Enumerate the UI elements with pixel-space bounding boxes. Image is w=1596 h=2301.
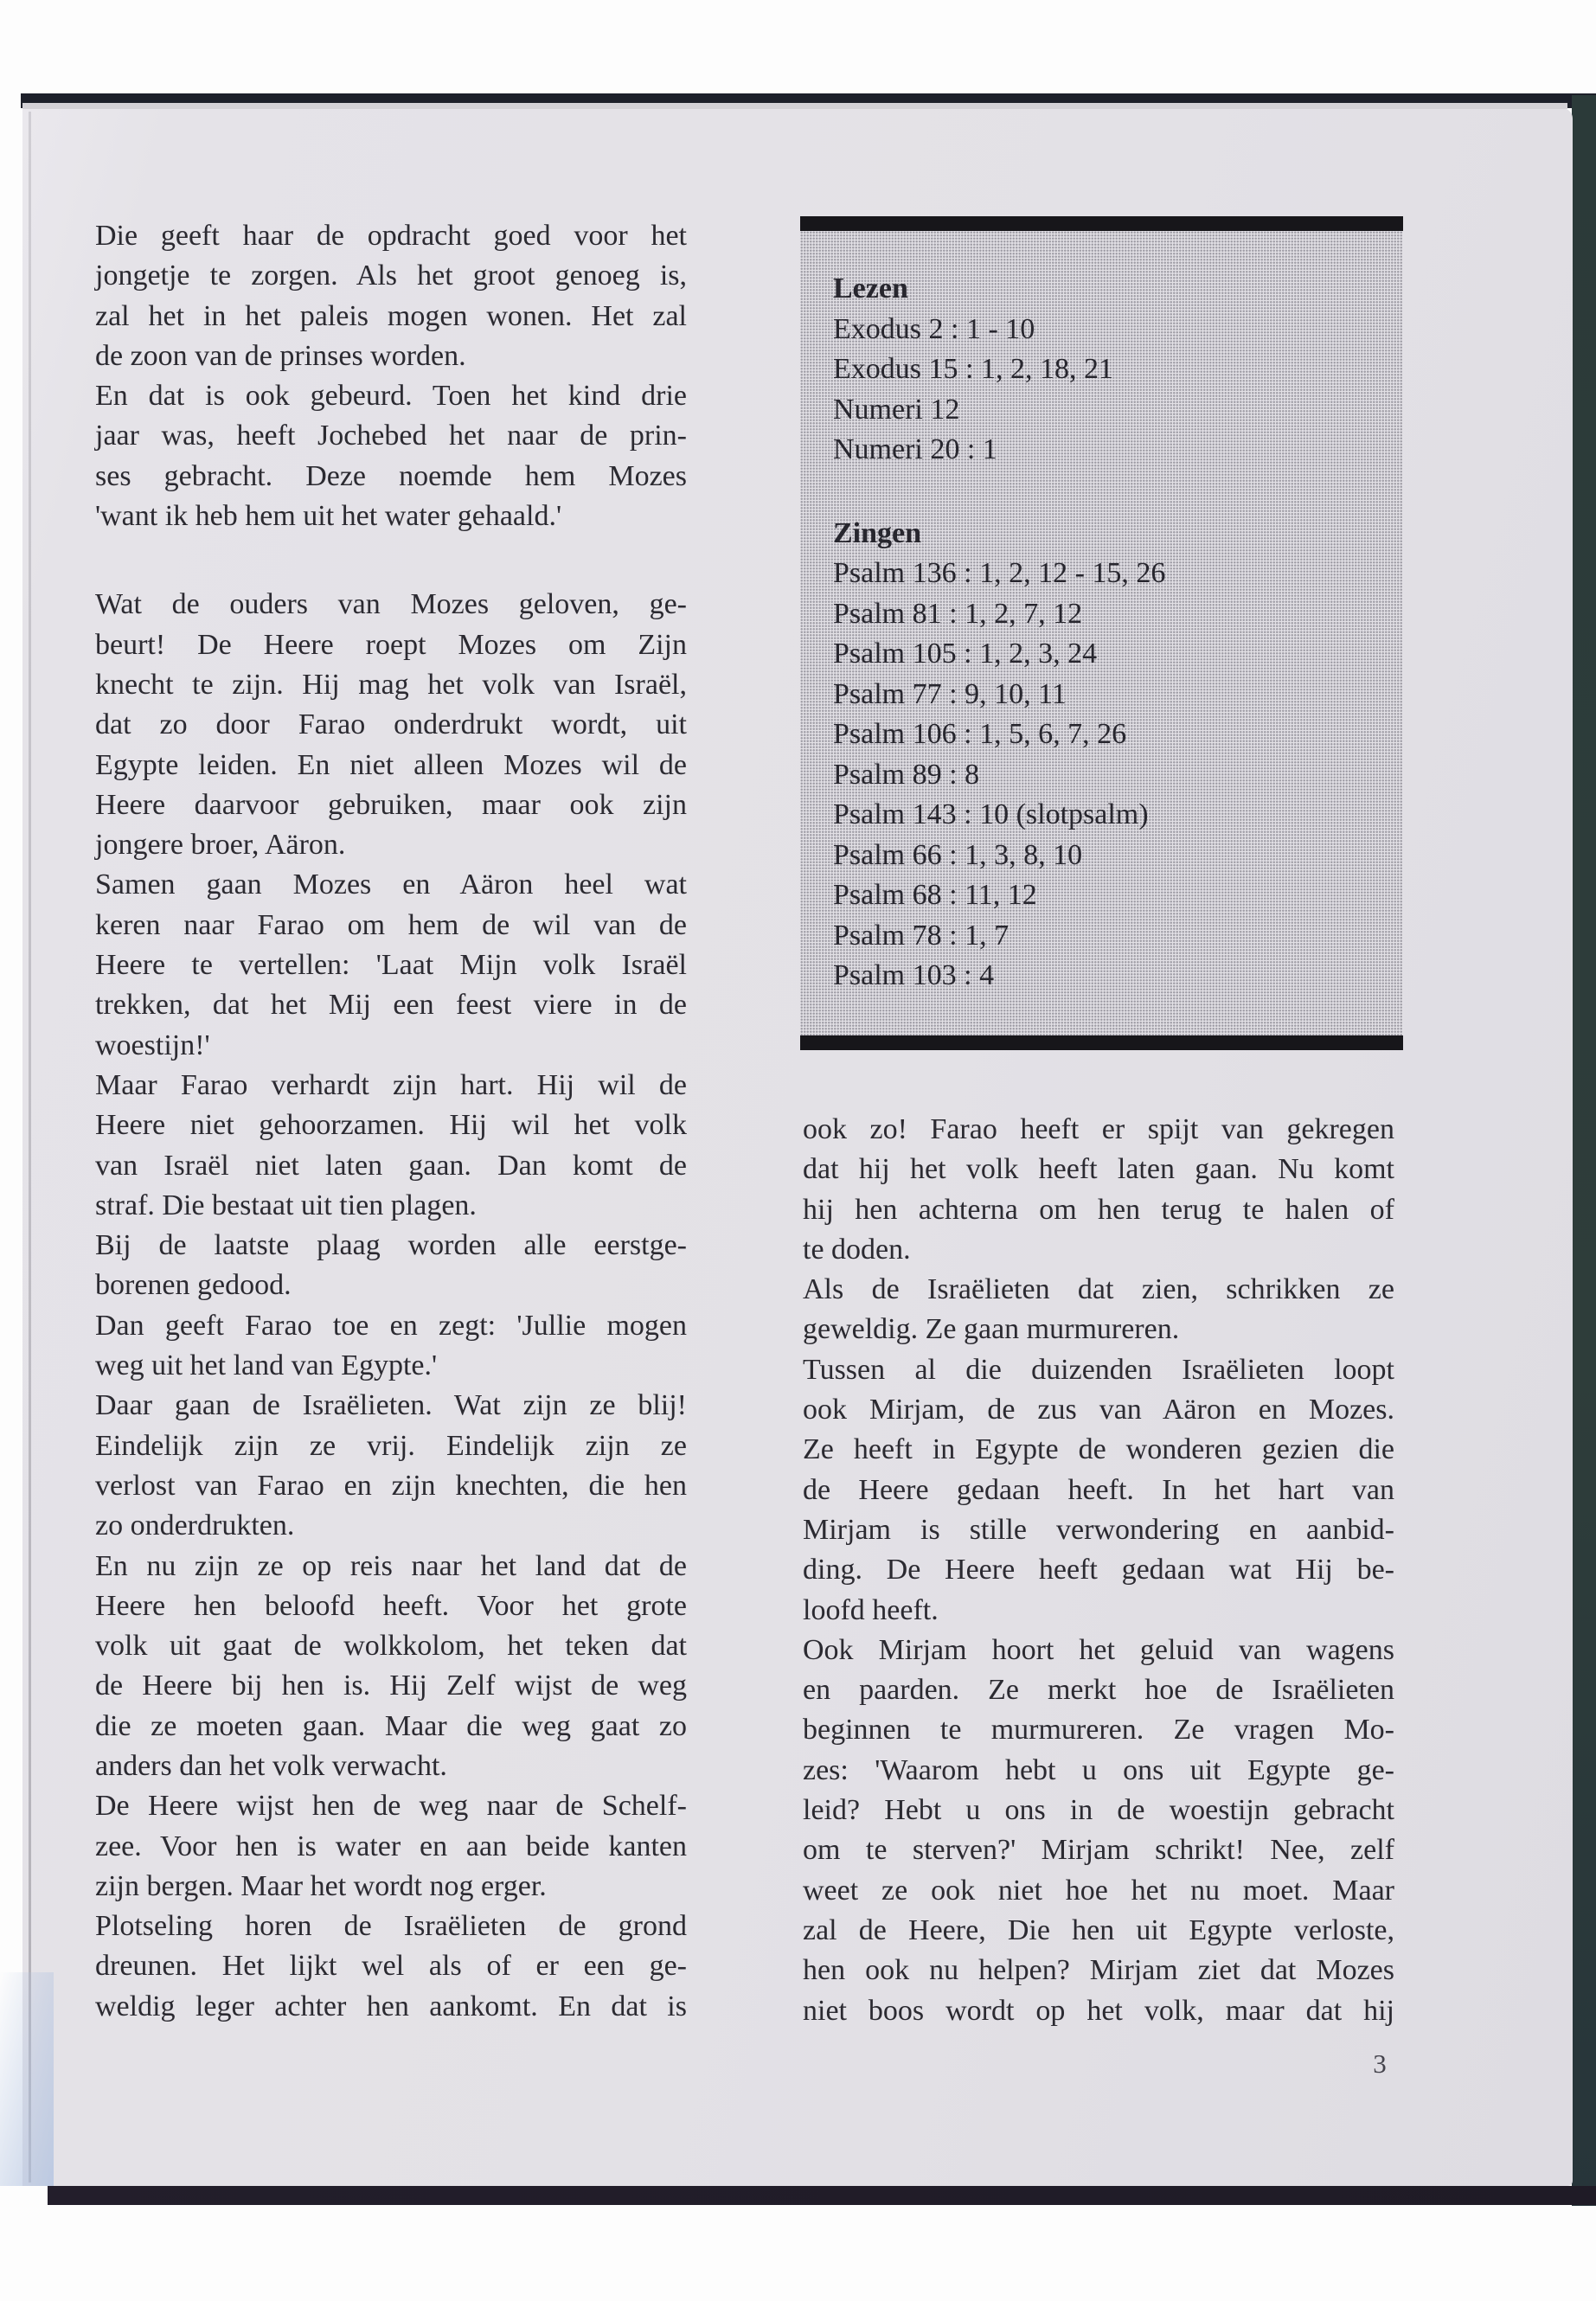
text-line: anders dan het volk verwacht. — [95, 1749, 447, 1782]
text-line: Tussen al die duizenden Israëlieten loopt — [803, 1353, 1394, 1386]
text-line: loofd heeft. — [803, 1593, 939, 1626]
text-line: dreunen. Het lijkt wel als of er een ge- — [95, 1950, 687, 1983]
text-line: beginnen te murmureren. Ze vragen Mo- — [803, 1714, 1394, 1747]
list-item: Psalm 77 : 9, 10, 11 — [833, 677, 1067, 710]
list-item: Exodus 15 : 1, 2, 18, 21 — [833, 353, 1113, 385]
book-edge-bottom — [48, 2186, 1596, 2205]
text-line: ook zo! Farao heeft er spijt van gekregen — [803, 1113, 1394, 1145]
text-line: zal het in het paleis mogen wonen. Het zal — [95, 299, 687, 332]
list-item: Psalm 143 : 10 (slotpsalm) — [833, 798, 1149, 830]
text-line: en paarden. Ze merkt hoe de Israëlieten — [803, 1674, 1394, 1707]
text-line: knecht te zijn. Hij mag het volk van Israël, — [95, 668, 687, 701]
text-line: jongetje te zorgen. Als het groot genoeg is, — [95, 260, 687, 292]
text-line: Als de Israëlieten dat zien, schrikken ze — [803, 1273, 1394, 1306]
text-line: jongere broer, Aäron. — [95, 829, 346, 862]
zingen-list — [833, 554, 1386, 997]
list-item: Exodus 2 : 1 - 10 — [833, 312, 1035, 345]
list-item: Psalm 136 : 1, 2, 12 - 15, 26 — [833, 557, 1166, 589]
text-line: ses gebracht. Deze noemde hem Mozes — [95, 459, 687, 492]
text-line: zal de Heere, Die hen uit Egypte verloste, — [803, 1913, 1394, 1946]
lezen-list — [833, 310, 1386, 471]
text-line: keren naar Farao om hem de wil van de — [95, 908, 687, 941]
text-line: zes: 'Waarom hebt u ons uit Egypte ge- — [803, 1753, 1394, 1786]
list-item: Psalm 106 : 1, 5, 6, 7, 26 — [833, 718, 1127, 750]
text-line: Heere hen beloofd heeft. Voor het grote — [95, 1589, 687, 1622]
scanned-page — [22, 108, 1573, 2186]
left-text-column — [95, 216, 687, 2027]
text-line: En dat is ook gebeurd. Toen het kind drie — [95, 380, 687, 413]
scan-artifact-blue-wedge — [0, 1972, 54, 2186]
text-line: weet ze ook niet hoe het nu moet. Maar — [803, 1874, 1394, 1907]
page-number: 3 — [1373, 2048, 1387, 2079]
text-line: Daar gaan de Israëlieten. Wat zijn ze blij! — [95, 1389, 687, 1422]
text-line: Mirjam is stille verwondering en aanbid- — [803, 1513, 1394, 1546]
text-line: Samen gaan Mozes en Aäron heel wat — [95, 868, 687, 901]
text-line: beurt! De Heere roept Mozes om Zijn — [95, 628, 687, 661]
page-gutter-crease — [29, 112, 31, 2182]
lezen-heading: Lezen — [833, 272, 908, 304]
list-item: Psalm 105 : 1, 2, 3, 24 — [833, 638, 1098, 670]
text-line: trekken, dat het Mij een feest viere in de — [95, 989, 687, 1022]
text-line: En nu zijn ze op reis naar het land dat de — [95, 1549, 687, 1582]
text-line: woestijn!' — [95, 1029, 210, 1061]
text-line: Maar Farao verhardt zijn hart. Hij wil de — [95, 1068, 687, 1101]
text-line: Eindelijk zijn ze vrij. Eindelijk zijn ze — [95, 1429, 687, 1462]
list-item: Psalm 103 : 4 — [833, 959, 995, 991]
paragraph — [95, 1786, 687, 1907]
box-bottom-rule — [800, 1035, 1403, 1050]
text-line: Die geeft haar de opdracht goed voor het — [95, 220, 687, 252]
list-item: Psalm 66 : 1, 3, 8, 10 — [833, 838, 1083, 871]
book-cover-edge — [1572, 95, 1596, 2206]
text-line: 'want ik heb hem uit het water gehaald.' — [95, 500, 562, 533]
paragraph — [95, 1306, 687, 1387]
paragraph — [95, 585, 687, 865]
text-line: ding. De Heere heeft gedaan wat Hij be- — [803, 1554, 1394, 1586]
text-line: weg uit het land van Egypte.' — [95, 1349, 438, 1382]
list-item: Psalm 78 : 1, 7 — [833, 919, 1010, 952]
text-line: Ze heeft in Egypte de wonderen gezien die — [803, 1433, 1394, 1466]
paragraph — [95, 1386, 687, 1546]
right-text-column — [803, 1110, 1394, 2031]
text-line: de zoon van de prinses worden. — [95, 339, 466, 372]
list-item: Psalm 89 : 8 — [833, 758, 980, 791]
text-line: Ook Mirjam hoort het geluid van wagens — [803, 1633, 1394, 1666]
list-item: Psalm 68 : 11, 12 — [833, 879, 1037, 911]
text-line: volk uit gaat de wolkkolom, het teken dat — [95, 1630, 687, 1663]
paragraph — [95, 1066, 687, 1226]
text-line: dat hij het volk heeft laten gaan. Nu komt — [803, 1153, 1394, 1186]
text-line: straf. Die bestaat uit tien plagen. — [95, 1189, 477, 1221]
text-line: Egypte leiden. En niet alleen Mozes wil de — [95, 748, 687, 781]
text-line: Heere daarvoor gebruiken, maar ook zijn — [95, 788, 687, 821]
list-item: Numeri 20 : 1 — [833, 433, 997, 465]
paragraph — [95, 1907, 687, 2027]
text-line: Bij de laatste plaag worden alle eerstge- — [95, 1229, 687, 1262]
text-line: de Heere bij hen is. Hij Zelf wijst de weg — [95, 1670, 687, 1702]
text-line: om te sterven?' Mirjam schrikt! Nee, zelf — [803, 1834, 1394, 1867]
paragraph — [95, 216, 687, 376]
text-line: Plotseling horen de Israëlieten de grond — [95, 1910, 687, 1943]
paragraph — [95, 865, 687, 1065]
text-line: weldig leger achter hen aankomt. En dat is — [95, 1990, 687, 2022]
text-line: hij hen achterna om hen terug te halen of — [803, 1193, 1394, 1226]
list-item: Psalm 81 : 1, 2, 7, 12 — [833, 597, 1083, 630]
paragraph — [95, 1547, 687, 1787]
text-line: Wat de ouders van Mozes geloven, ge- — [95, 588, 687, 621]
text-line: Heere niet gehoorzamen. Hij wil het volk — [95, 1109, 687, 1142]
paragraph — [95, 1226, 687, 1306]
text-line: leid? Hebt u ons in de woestijn gebracht — [803, 1794, 1394, 1827]
text-line: van Israël niet laten gaan. Dan komt de — [95, 1149, 687, 1182]
paragraph — [803, 1350, 1394, 1631]
lezen-section — [833, 269, 1386, 471]
text-line: jaar was, heeft Jochebed het naar de prin- — [95, 420, 687, 452]
text-line: De Heere wijst hen de weg naar de Schelf- — [95, 1790, 687, 1823]
text-line: zo onderdrukten. — [95, 1509, 295, 1542]
box-body — [800, 231, 1403, 1035]
text-line: hen ook nu helpen? Mirjam ziet dat Mozes — [803, 1954, 1394, 1987]
paragraph — [803, 1631, 1394, 2031]
paragraph — [803, 1270, 1394, 1350]
text-line: ook Mirjam, de zus van Aäron en Mozes. — [803, 1394, 1394, 1426]
text-line: Heere te vertellen: 'Laat Mijn volk Israël — [95, 949, 687, 982]
text-line: dat zo door Farao onderdrukt wordt, uit — [95, 708, 687, 741]
text-line: verlost van Farao en zijn knechten, die hen — [95, 1469, 687, 1502]
text-line: te doden. — [803, 1233, 911, 1266]
text-line: borenen gedood. — [95, 1269, 292, 1302]
text-line: die ze moeten gaan. Maar die weg gaat zo — [95, 1709, 687, 1742]
zingen-heading: Zingen — [833, 516, 922, 549]
text-line: zee. Voor hen is water en aan beide kanten — [95, 1830, 687, 1862]
paragraph — [803, 1110, 1394, 1270]
box-top-rule — [800, 216, 1403, 231]
reading-singing-box — [800, 216, 1403, 1050]
text-line: niet boos wordt op het volk, maar dat hij — [803, 1994, 1394, 2027]
zingen-section — [833, 514, 1386, 997]
paragraph — [95, 376, 687, 536]
text-line: geweldig. Ze gaan murmureren. — [803, 1313, 1180, 1346]
text-line: Dan geeft Farao toe en zegt: 'Jullie mogen — [95, 1309, 687, 1342]
list-item: Numeri 12 — [833, 393, 960, 426]
text-line: zijn bergen. Maar het wordt nog erger. — [95, 1869, 547, 1902]
text-line: de Heere gedaan heeft. In het hart van — [803, 1473, 1394, 1506]
